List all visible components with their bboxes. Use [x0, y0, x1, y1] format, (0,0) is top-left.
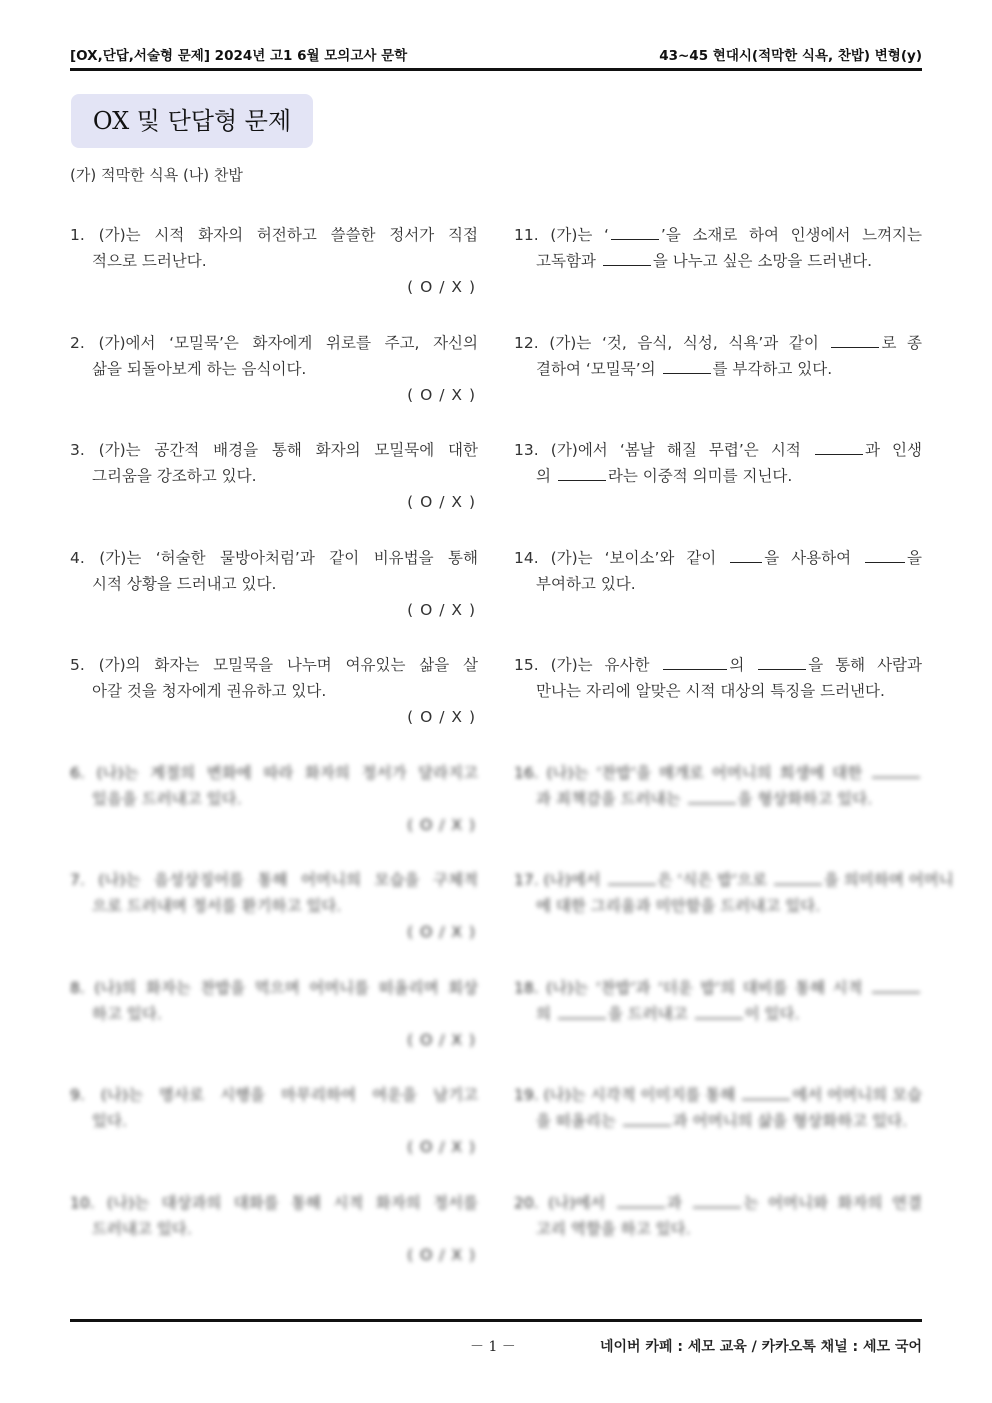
question-line-continued: 으로 드러내며 정서를 환기하고 있다. — [92, 897, 342, 915]
answer-blank — [730, 547, 762, 563]
question-number: 8. — [70, 978, 95, 997]
question-number: 6. — [70, 763, 97, 782]
question-text: (나)에서 은 ‘식은 밥’으로 을 의미하며 어머니 — [543, 871, 954, 889]
question-text: (가)에서 ‘봄날 해질 무렵’은 시적 과 인생 — [550, 441, 922, 459]
page-header — [70, 44, 922, 66]
question-text: (나)는 대상과의 대화를 통해 시적 화자의 정서를 — [107, 1193, 478, 1212]
question-number: 15. — [514, 656, 551, 674]
question-line-continued: 시적 상황을 드러내고 있다. — [92, 574, 277, 593]
short-answer-question — [514, 1190, 922, 1242]
question-text: (나)는 음성상징어를 통해 어머니의 모습을 구체적 — [98, 871, 478, 889]
question-line-continued: 을 떠올리는 과 어머니의 삶을 형상화하고 있다. — [536, 1112, 907, 1130]
ox-question — [70, 760, 478, 838]
header-divider — [70, 68, 922, 71]
question-line — [70, 1082, 478, 1108]
question-line — [70, 222, 478, 248]
question-line-continued: 아갈 것을 청자에게 권유하고 있다. — [92, 682, 327, 700]
question-line — [70, 975, 478, 1001]
question-line — [70, 545, 478, 571]
question-number: 14. — [514, 548, 551, 567]
question-text: (나)는 ‘찬밥’과 ‘더운 밥’의 대비를 통해 시적 — [546, 979, 922, 997]
question-line-continued: 그리움을 강조하고 있다. — [92, 467, 257, 485]
question-line — [514, 330, 922, 356]
section-subtitle: (가) 적막한 식욕 (나) 찬밥 — [70, 166, 243, 184]
short-answer-question — [514, 330, 922, 382]
question-line — [70, 652, 478, 678]
ox-question — [70, 1190, 478, 1268]
question-number: 9. — [70, 1086, 101, 1104]
question-line-continued: 드러내고 있다. — [92, 1219, 192, 1238]
answer-blank — [758, 654, 806, 670]
ox-question — [70, 222, 478, 300]
short-answer-question — [514, 760, 922, 812]
ox-answer-mark: ( O / X ) — [407, 278, 476, 296]
question-text: (가)는 공간적 배경을 통해 화자의 모밀묵에 대한 — [98, 441, 478, 459]
page-number: － 1 － — [470, 1339, 516, 1355]
answer-blank — [688, 788, 736, 804]
ox-answer-mark: ( O / X ) — [407, 1245, 476, 1264]
question-line-continued: 고리 역할을 하고 있다. — [536, 1219, 691, 1238]
short-answer-question — [514, 222, 922, 274]
ox-question — [70, 330, 478, 408]
question-text: (나)의 화자는 찬밥을 먹으며 어머니를 떠올리며 회상 — [94, 978, 479, 997]
question-text: (나)는 시각적 이미지를 통해 에서 어머니의 모습 — [543, 1086, 923, 1104]
question-line-continued: 의 을 드러내고 이 있다. — [536, 1004, 800, 1023]
question-number: 4. — [70, 548, 100, 567]
ox-question — [70, 1082, 478, 1160]
question-line-continued: 고독함과 을 나누고 싶은 소망을 드러낸다. — [536, 252, 873, 270]
header-section-title: 43~45 현대시(적막한 식욕, 찬밥) 변형(y) — [659, 48, 922, 64]
question-line — [514, 867, 954, 893]
footer-divider — [70, 1319, 922, 1322]
ox-answer-mark: ( O / X ) — [407, 385, 476, 404]
question-line — [514, 222, 922, 248]
short-answer-question — [514, 652, 922, 704]
short-answer-question — [514, 545, 922, 597]
question-line-continued: 삶을 되돌아보게 하는 음식이다. — [92, 359, 307, 378]
question-line-continued: 있음을 드러내고 있다. — [92, 789, 242, 808]
question-number: 12. — [514, 333, 550, 352]
question-number: 2. — [70, 333, 99, 352]
ox-answer-mark: ( O / X ) — [407, 600, 476, 619]
question-line-continued: 의 라는 이중적 의미를 지닌다. — [536, 467, 793, 485]
answer-blank — [623, 1110, 671, 1126]
answer-blank — [831, 332, 879, 348]
section-title: OX 및 단답형 문제 — [71, 94, 313, 148]
header-exam-title: [OX,단답,서술형 문제] 2024년 고1 6월 모의고사 문학 — [70, 48, 408, 64]
ox-answer-mark: ( O / X ) — [407, 493, 476, 511]
ox-answer-mark: ( O / X ) — [407, 815, 476, 834]
question-line — [514, 975, 922, 1001]
short-answer-question — [514, 867, 954, 919]
question-line — [514, 1190, 922, 1216]
ox-answer-mark: ( O / X ) — [407, 1138, 476, 1156]
question-text: (가)의 화자는 모밀묵을 나누며 여유있는 삶을 살 — [98, 656, 478, 674]
answer-blank — [774, 869, 822, 885]
ox-answer-mark: ( O / X ) — [407, 1030, 476, 1049]
question-number: 17. — [514, 871, 544, 889]
question-text: (가)는 ‘보이소’와 같이 을 사용하여 을 — [550, 548, 922, 567]
question-line — [70, 760, 478, 786]
question-text: (나)는 계절의 변화에 따라 화자의 정서가 달라지고 — [96, 763, 478, 782]
question-number: 11. — [514, 226, 551, 244]
answer-blank — [872, 762, 920, 778]
ox-answer-mark: ( O / X ) — [407, 708, 476, 726]
answer-blank — [695, 1003, 743, 1019]
ox-question — [70, 975, 478, 1053]
answer-blank — [865, 547, 905, 563]
question-text: (나)는 ‘찬밥’을 매개로 어머니의 희생에 대한 — [547, 764, 923, 782]
answer-blank — [815, 439, 863, 455]
question-line — [70, 330, 478, 356]
question-line — [514, 437, 922, 463]
ox-question — [70, 652, 478, 730]
question-text: (가)는 ‘허술한 물방아처럼’과 같이 비유법을 통해 — [99, 548, 478, 567]
answer-blank — [558, 465, 606, 481]
question-number: 13. — [514, 441, 551, 459]
answer-blank — [872, 977, 920, 993]
question-line-continued: 부여하고 있다. — [536, 574, 636, 593]
short-answer-question — [514, 1082, 922, 1134]
short-answer-question — [514, 975, 922, 1027]
short-answer-question — [514, 437, 922, 489]
question-text: (나)는 명사로 시행을 마무리하여 여운을 남기고 — [100, 1086, 479, 1104]
footer-info: 네이버 카페 : 세모 교육 / 카카오톡 채널 : 세모 국어 — [599, 1339, 922, 1355]
question-line-continued: 만나는 자리에 알맞은 시적 대상의 특징을 드러낸다. — [536, 682, 885, 700]
ox-question — [70, 867, 478, 945]
question-number: 3. — [70, 441, 99, 459]
question-line-continued: 결하여 ‘모밀묵’의 를 부각하고 있다. — [536, 359, 833, 378]
ox-answer-mark: ( O / X ) — [407, 923, 476, 941]
ox-question — [70, 545, 478, 623]
question-number: 20. — [514, 1193, 549, 1212]
question-number: 19. — [514, 1086, 544, 1104]
answer-blank — [663, 654, 727, 670]
question-text: (가)에서 ‘모밀묵’은 화자에게 위로를 주고, 자신의 — [98, 333, 479, 352]
question-line — [70, 867, 478, 893]
answer-blank — [663, 358, 711, 374]
question-line-continued: 있다. — [92, 1112, 127, 1130]
question-line — [70, 1190, 478, 1216]
answer-blank — [693, 1192, 741, 1208]
question-line — [514, 652, 922, 678]
question-line — [70, 437, 478, 463]
question-line — [514, 760, 922, 786]
answer-blank — [603, 250, 651, 266]
question-line — [514, 545, 922, 571]
ox-question — [70, 437, 478, 515]
question-line-continued: 에 대한 그리움과 미안함을 드러내고 있다. — [536, 897, 821, 915]
answer-blank — [611, 224, 659, 240]
question-text: (나)에서 과 는 어머니와 화자의 연결 — [548, 1193, 923, 1212]
question-text: (가)는 유사한 의 을 통해 사람과 — [550, 656, 922, 674]
question-line-continued: 하고 있다. — [92, 1004, 162, 1023]
question-line-continued: 적으로 드러난다. — [92, 252, 207, 270]
question-text: (가)는 ‘것, 음식, 식성, 식욕’과 같이 로 종 — [549, 333, 923, 352]
answer-blank — [742, 1084, 790, 1100]
question-number: 16. — [514, 763, 547, 782]
answer-blank — [558, 1003, 606, 1019]
question-line — [514, 1082, 922, 1108]
question-number: 1. — [70, 226, 99, 244]
question-number: 5. — [70, 656, 99, 674]
question-number: 10. — [70, 1193, 108, 1212]
answer-blank — [617, 1192, 665, 1208]
question-text: (가)는 시적 화자의 허전하고 쓸쓸한 정서가 직접 — [98, 226, 478, 244]
question-number: 7. — [70, 871, 99, 889]
question-line-continued: 과 죄책감을 드러내는 을 형상화하고 있다. — [536, 789, 873, 808]
answer-blank — [608, 869, 656, 885]
question-number: 18. — [514, 978, 547, 997]
question-text: (가)는 ‘ ’을 소재로 하여 인생에서 느껴지는 — [550, 226, 922, 244]
